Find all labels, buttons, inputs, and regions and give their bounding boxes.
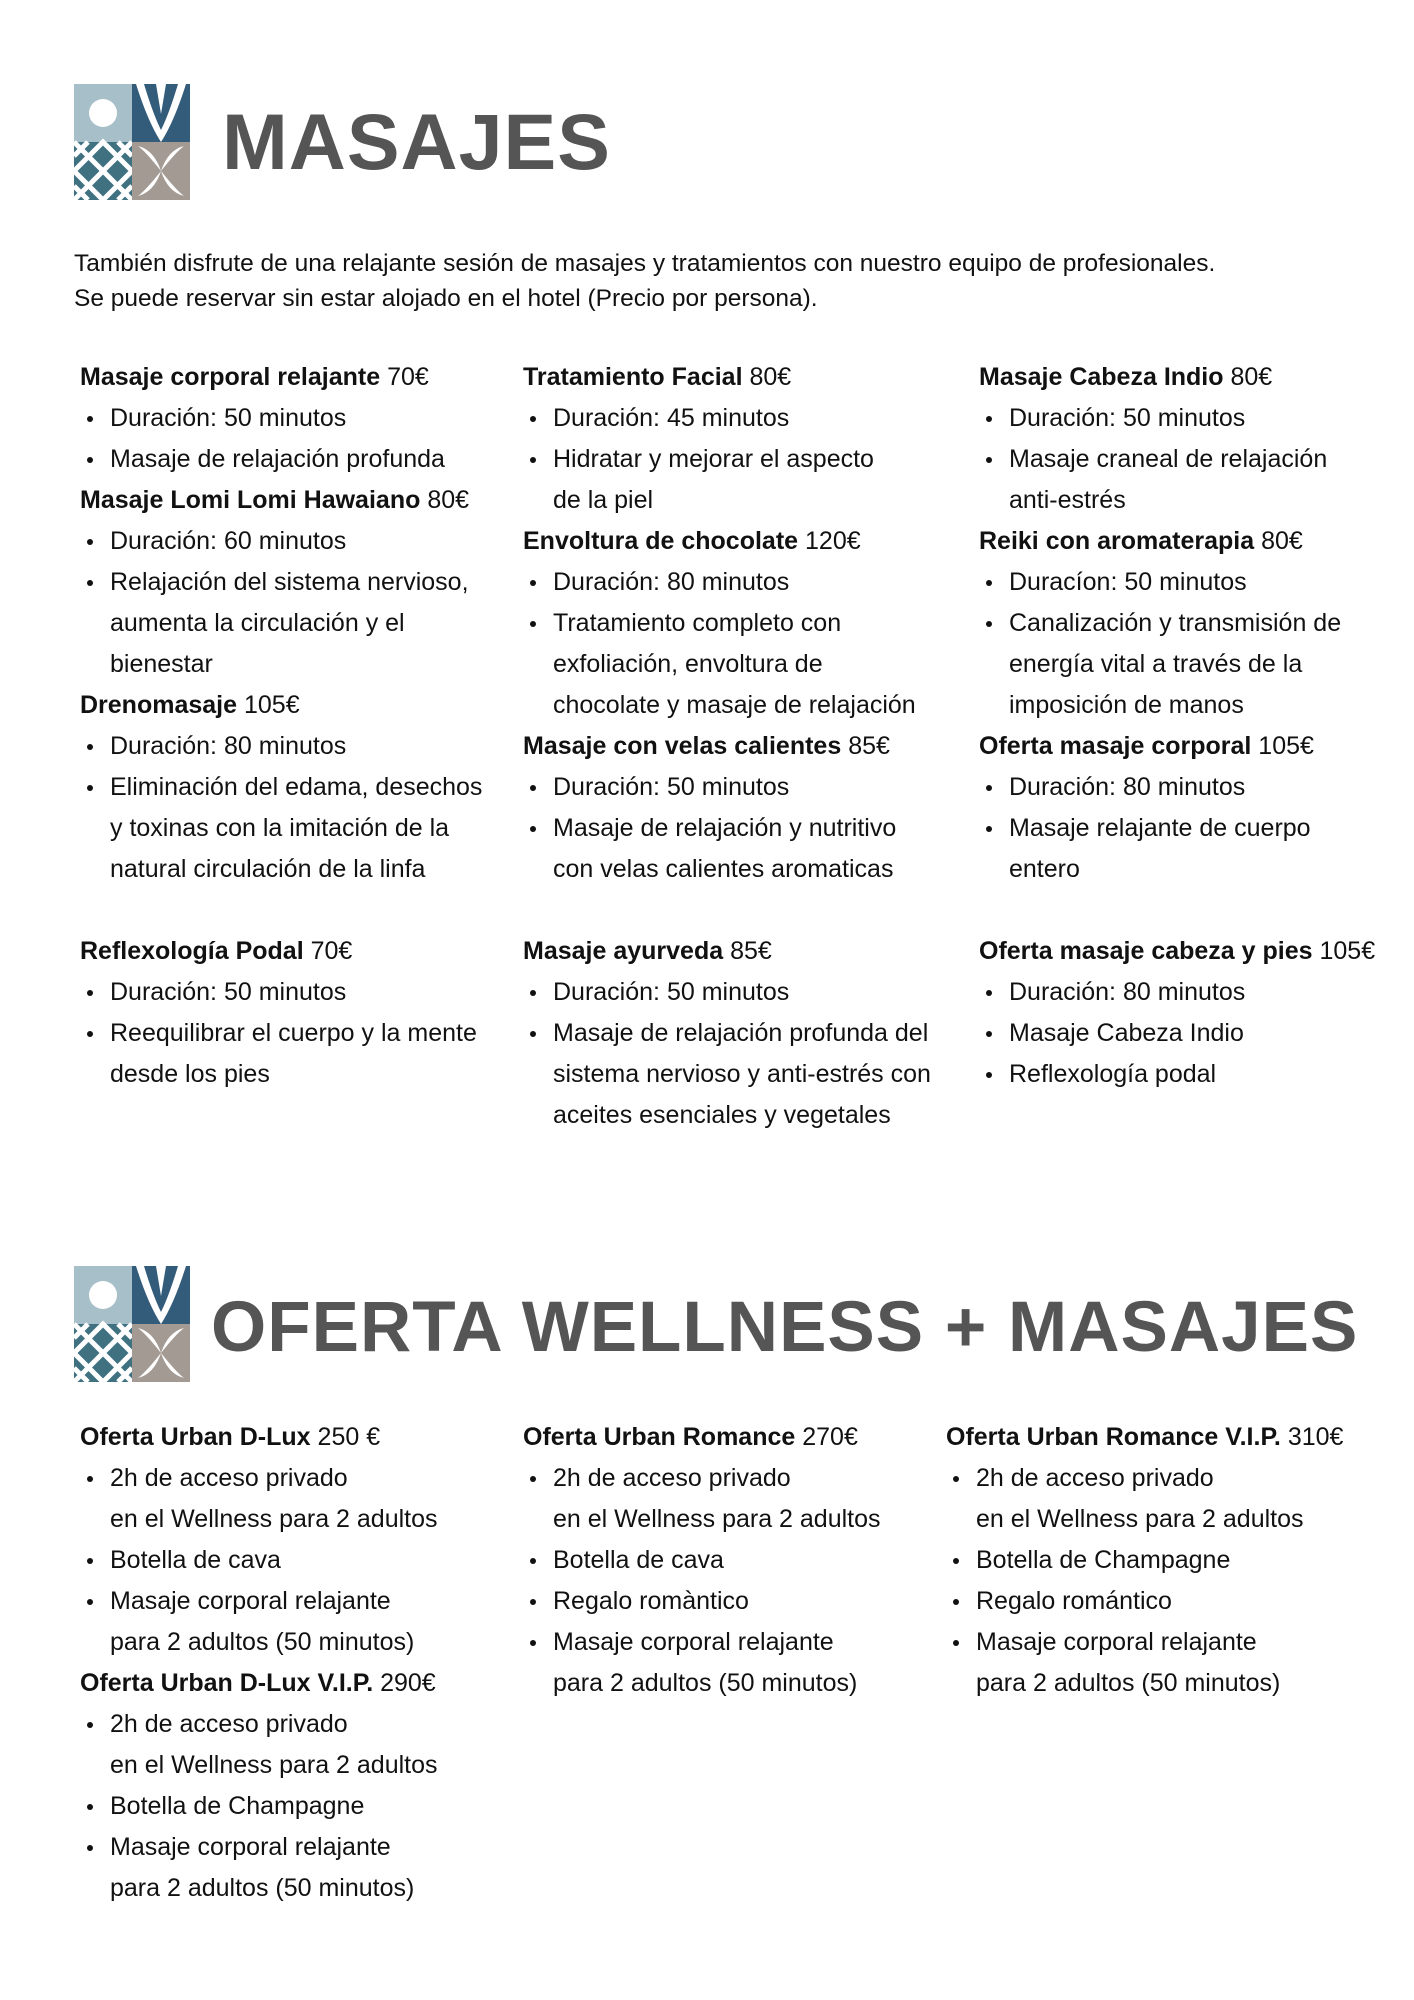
item-name: Oferta Urban D-Lux V.I.P. <box>80 1669 374 1697</box>
item-detail: Hidratar y mejorar el aspecto de la piel <box>523 439 931 521</box>
intro-line-1: También disfrute de una relajante sesión de masajes y tratamientos con nuestro equipo de profesionales. <box>74 250 1216 277</box>
decorative-tile-logo-icon <box>74 84 190 200</box>
item-name: Tratamiento Facial <box>523 363 743 391</box>
item-title <box>523 1417 881 1458</box>
item-detail: 2h de acceso privado en el Wellness para 2 adultos <box>80 1458 438 1540</box>
item-detail: Duración: 50 minutos <box>80 398 482 439</box>
item-price: 120€ <box>805 527 861 555</box>
item-name: Masaje corporal relajante <box>80 363 381 391</box>
item-name: Oferta masaje corporal <box>979 732 1252 760</box>
item-details-list <box>523 398 931 521</box>
item-title <box>523 726 931 767</box>
item-detail: Masaje Cabeza Indio <box>979 1013 1375 1054</box>
treatment-item <box>80 931 482 1095</box>
item-detail: Masaje de relajación y nutritivo con velas calientes aromaticas <box>523 808 931 890</box>
item-detail: Regalo romántico <box>946 1581 1343 1622</box>
treatment-item <box>523 931 931 1136</box>
item-detail: Duración: 80 minutos <box>979 767 1375 808</box>
item-price: 105€ <box>1258 732 1314 760</box>
item-title <box>523 357 931 398</box>
item-detail: Botella de cava <box>523 1540 881 1581</box>
item-name: Oferta masaje cabeza y pies <box>979 937 1313 965</box>
item-detail: Duración: 50 minutos <box>523 767 931 808</box>
massages-column-3 <box>979 357 1375 1095</box>
decorative-tile-logo-icon <box>74 1266 190 1382</box>
massages-column-2 <box>523 357 931 1136</box>
item-detail: Botella de Champagne <box>80 1786 438 1827</box>
item-details-list <box>80 1704 438 1909</box>
item-details-list <box>979 972 1375 1095</box>
item-detail: Duración: 80 minutos <box>979 972 1375 1013</box>
item-detail: Reequilibrar el cuerpo y la mente desde los pies <box>80 1013 482 1095</box>
treatment-item <box>80 357 482 480</box>
item-name: Masaje con velas calientes <box>523 732 842 760</box>
item-detail: 2h de acceso privado en el Wellness para 2 adultos <box>946 1458 1343 1540</box>
item-name: Oferta Urban Romance <box>523 1423 796 1451</box>
item-title <box>80 1417 438 1458</box>
treatment-item <box>523 357 931 521</box>
massages-intro <box>74 246 1215 316</box>
item-detail: Duración: 80 minutos <box>80 726 482 767</box>
item-detail: Masaje relajante de cuerpo entero <box>979 808 1375 890</box>
massages-title: MASAJES <box>222 97 611 186</box>
item-detail: Botella de Champagne <box>946 1540 1343 1581</box>
treatment-item <box>979 931 1375 1095</box>
item-detail: Masaje craneal de relajación anti-estrés <box>979 439 1375 521</box>
massages-column-1 <box>80 357 482 1095</box>
item-price: 70€ <box>310 937 353 965</box>
item-details-list <box>80 398 482 480</box>
item-detail: Canalización y transmisión de energía vital a través de la imposición de manos <box>979 603 1375 726</box>
item-detail: Reflexología podal <box>979 1054 1375 1095</box>
item-detail: 2h de acceso privado en el Wellness para 2 adultos <box>523 1458 881 1540</box>
item-details-list <box>979 398 1375 521</box>
treatment-item <box>946 1417 1343 1704</box>
item-detail: Duración: 50 minutos <box>979 398 1375 439</box>
treatment-item <box>80 685 482 890</box>
item-name: Drenomasaje <box>80 691 238 719</box>
treatment-item <box>979 726 1375 890</box>
item-detail: Relajación del sistema nervioso, aumenta la circulación y el bienestar <box>80 562 482 685</box>
item-detail: Masaje corporal relajante para 2 adultos (50 minutos) <box>946 1622 1343 1704</box>
item-name: Oferta Urban D-Lux <box>80 1423 311 1451</box>
wellness-title: OFERTA WELLNESS + MASAJES <box>211 1288 1359 1367</box>
treatment-item <box>80 480 482 685</box>
item-detail: Masaje corporal relajante para 2 adultos (50 minutos) <box>80 1581 438 1663</box>
item-detail: 2h de acceso privado en el Wellness para 2 adultos <box>80 1704 438 1786</box>
item-name: Reflexología Podal <box>80 937 304 965</box>
item-detail: Duración: 50 minutos <box>80 972 482 1013</box>
item-details-list <box>979 767 1375 890</box>
item-title <box>979 357 1375 398</box>
treatment-item <box>523 521 931 726</box>
item-details-list <box>80 972 482 1095</box>
item-details-list <box>523 767 931 890</box>
item-detail: Tratamiento completo con exfoliación, envoltura de chocolate y masaje de relajación <box>523 603 931 726</box>
item-price: 70€ <box>387 363 429 391</box>
item-name: Oferta Urban Romance V.I.P. <box>946 1423 1281 1451</box>
item-details-list <box>979 562 1375 726</box>
item-detail: Masaje corporal relajante para 2 adultos (50 minutos) <box>523 1622 881 1704</box>
item-title <box>523 931 931 972</box>
item-price: 80€ <box>1261 527 1303 555</box>
item-detail: Duración: 45 minutos <box>523 398 931 439</box>
treatment-item <box>80 1663 438 1909</box>
item-price: 270€ <box>802 1423 858 1451</box>
item-price: 105€ <box>243 691 300 719</box>
item-name: Envoltura de chocolate <box>523 527 799 555</box>
item-title <box>523 521 931 562</box>
item-title <box>80 685 482 726</box>
item-detail: Duración: 80 minutos <box>523 562 931 603</box>
item-details-list <box>946 1458 1343 1704</box>
item-price: 80€ <box>427 486 470 514</box>
item-details-list <box>80 726 482 890</box>
item-detail: Duracíon: 50 minutos <box>979 562 1375 603</box>
treatment-item <box>523 726 931 890</box>
item-title <box>80 931 482 972</box>
item-details-list <box>523 972 931 1136</box>
item-details-list <box>80 1458 438 1663</box>
item-detail: Duración: 60 minutos <box>80 521 482 562</box>
item-name: Reiki con aromaterapia <box>979 527 1255 555</box>
treatment-item <box>979 357 1375 521</box>
item-name: Masaje Cabeza Indio <box>979 363 1224 391</box>
wellness-column-3 <box>946 1417 1343 1704</box>
item-details-list <box>523 1458 881 1704</box>
item-details-list <box>523 562 931 726</box>
item-detail: Regalo romàntico <box>523 1581 881 1622</box>
item-title <box>80 357 482 398</box>
item-title <box>979 726 1375 767</box>
item-title <box>80 1663 438 1704</box>
item-detail: Masaje corporal relajante para 2 adultos (50 minutos) <box>80 1827 438 1909</box>
item-name: Masaje ayurveda <box>523 937 724 965</box>
item-title <box>979 521 1375 562</box>
item-detail: Masaje de relajación profunda del sistema nervioso y anti-estrés con aceites esenciales y vegetales <box>523 1013 931 1136</box>
item-price: 250 € <box>317 1423 381 1451</box>
item-price: 85€ <box>730 937 772 965</box>
item-title <box>80 480 482 521</box>
item-detail: Duración: 50 minutos <box>523 972 931 1013</box>
item-detail: Botella de cava <box>80 1540 438 1581</box>
wellness-column-2 <box>523 1417 881 1704</box>
intro-line-2: Se puede reservar sin estar alojado en el hotel (Precio por persona). <box>74 285 818 312</box>
item-name: Masaje Lomi Lomi Hawaiano <box>80 486 421 514</box>
treatment-item <box>523 1417 881 1704</box>
item-price: 85€ <box>848 732 890 760</box>
treatment-item <box>80 1417 438 1663</box>
item-title <box>979 931 1375 972</box>
item-price: 105€ <box>1319 937 1376 965</box>
item-price: 80€ <box>1230 363 1273 391</box>
item-title <box>946 1417 1343 1458</box>
item-details-list <box>80 521 482 685</box>
treatment-item <box>979 521 1375 726</box>
item-detail: Masaje de relajación profunda <box>80 439 482 480</box>
item-price: 290€ <box>380 1669 436 1697</box>
wellness-column-1 <box>80 1417 438 1909</box>
item-price: 310€ <box>1287 1423 1344 1451</box>
item-detail: Eliminación del edama, desechos y toxinas con la imitación de la natural circulación de la linfa <box>80 767 482 890</box>
item-price: 80€ <box>749 363 792 391</box>
